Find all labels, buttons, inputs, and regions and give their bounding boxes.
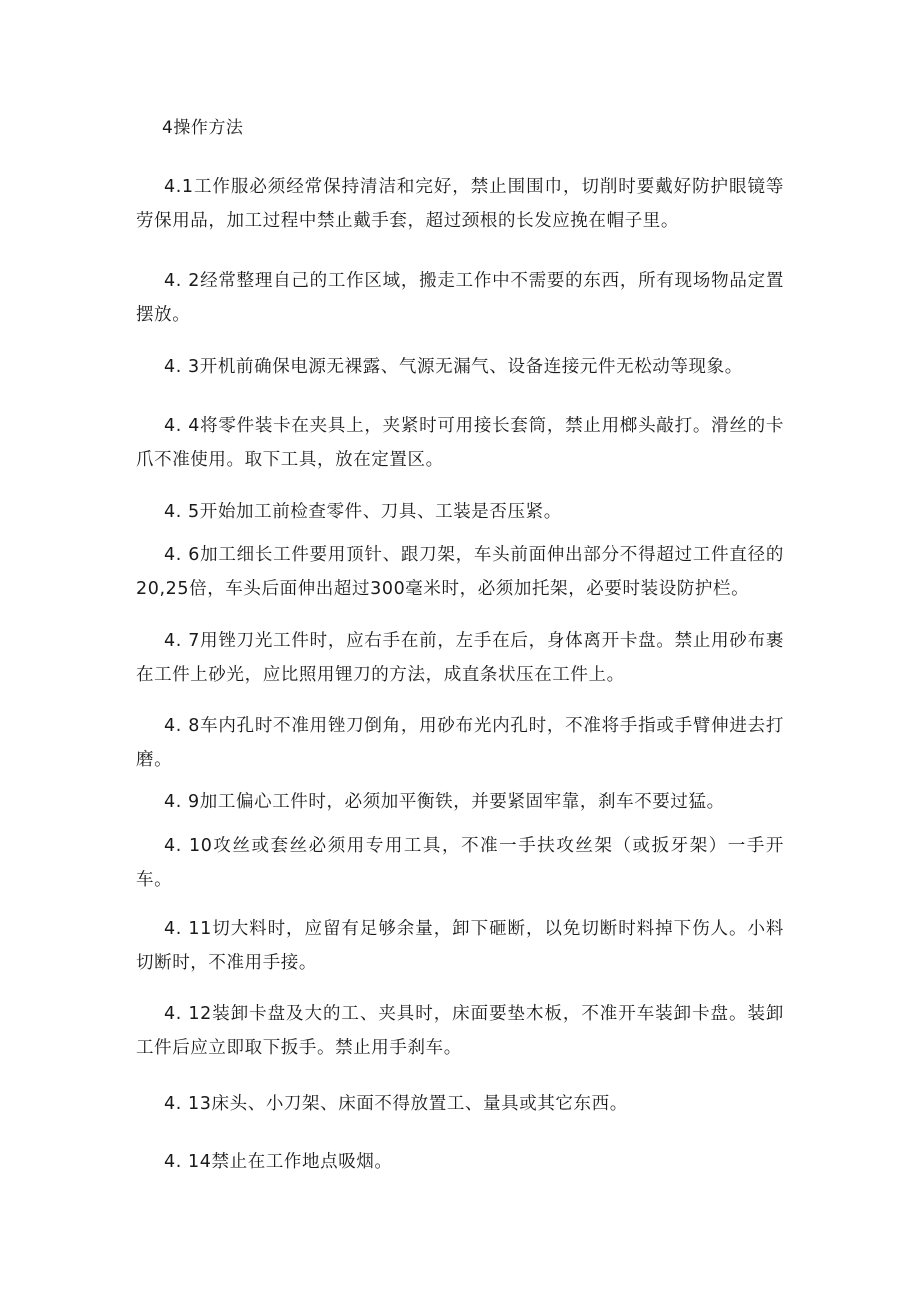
paragraph-4-9: 4. 9加工偏心工件时，必须加平衡铁，并要紧固牢靠，刹车不要过猛。 [164,792,725,812]
paragraph-4-5: 4. 5开始加工前检查零件、刀具、工装是否压紧。 [164,502,562,522]
paragraph-4-7: 4. 7用锉刀光工件时，应右手在前，左手在后，身体离开卡盘。禁止用砂布裹在工件上砂光，应比照用锂刀的方法，成直条状压在工件上。 [136,631,784,685]
paragraph-4-4: 4. 4将零件装卡在夹具上，夹紧时可用接长套筒，禁止用榔头敲打。滑丝的卡爪不准使用。取下工具，放在定置区。 [136,416,784,470]
paragraph-4-10: 4. 10攻丝或套丝必须用专用工具，不准一手扶攻丝架（或扳牙架）一手开车。 [136,836,784,890]
paragraph-4-13: 4. 13床头、小刀架、床面不得放置工、量具或其它东西。 [164,1094,628,1114]
paragraph-4-1: 4.1工作服必须经常保持清洁和完好，禁止围围巾，切削时要戴好防护眼镜等劳保用品，加工过程中禁止戴手套，超过颈根的长发应挽在帽子里。 [136,177,784,231]
paragraph-4-12: 4. 12装卸卡盘及大的工、夹具时，床面要垫木板，不准开车装卸卡盘。装卸工件后应立即取下扳手。禁止用手刹车。 [136,1004,784,1058]
paragraph-4-3: 4. 3开机前确保电源无裸露、气源无漏气、设备连接元件无松动等现象。 [164,357,743,377]
paragraph-4-8: 4. 8车内孔时不准用锉刀倒角，用砂布光内孔时，不准将手指或手臂伸进去打磨。 [136,716,784,770]
paragraph-4-14: 4. 14禁止在工作地点吸烟。 [164,1152,393,1172]
section-heading: 4操作方法 [162,118,244,138]
paragraph-4-2: 4. 2经常整理自己的工作区域，搬走工作中不需要的东西，所有现场物品定置摆放。 [136,271,784,325]
paragraph-4-11: 4. 11切大料时，应留有足够余量，卸下砸断，以免切断时料掉下伤人。小料切断时，不准用手接。 [136,919,784,973]
paragraph-4-6: 4. 6加工细长工件要用顶针、跟刀架，车头前面伸出部分不得超过工件直径的20,25倍，车头后面伸出超过300毫米时，必须加托架，必要时装设防护栏。 [136,545,784,599]
